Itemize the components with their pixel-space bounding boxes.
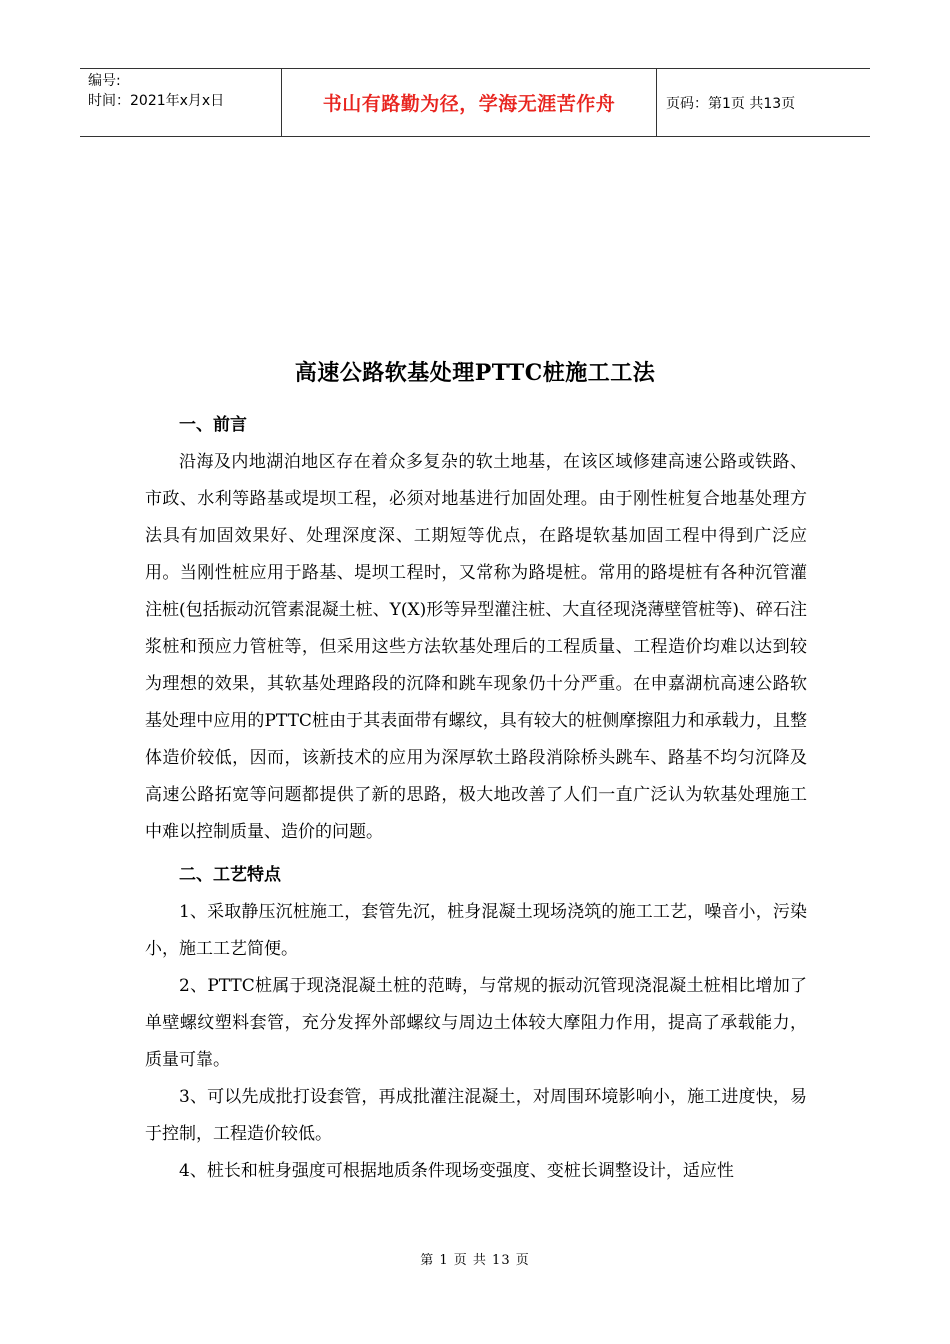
- number-label: 编号:: [88, 73, 121, 89]
- feature-item-3: 3、可以先成批打设套管，再成批灌注混凝土，对周围环境影响小，施工进度快，易于控制，工程造价较低。: [145, 1087, 807, 1144]
- preface-paragraph: 沿海及内地湖泊地区存在着众多复杂的软土地基，在该区域修建高速公路或铁路、市政、水利等路基或堤坝工程，必须对地基进行加固处理。由于刚性桩复合地基处理方法具有加固效果好、处理深度深、工期短等优点，在路堤软基加固工程中得到广泛应用。当刚性桩应用于路基、堤坝工程时，又常称为路堤桩。常用的路堤桩有各种沉管灌注桩(包括振动沉管素混凝土桩、Y(X)形等异型灌注桩、大直径现浇薄壁管桩等)、碎石注浆桩和预应力管桩等，但采用这些方法软基处理后的工程质量、工程造价均难以达到较为理想的效果，其软基处理路段的沉降和跳车现象仍十分严重。在申嘉湖杭高速公路软基处理中应用的PTTC桩由于其表面带有螺纹，具有较大的桩侧摩擦阻力和承载力，且整体造价较低，因而，该新技术的应用为深厚软土路段消除桥头跳车、路基不均匀沉降及高速公路拓宽等问题都提供了新的思路，极大地改善了人们一直广泛认为软基处理施工中难以控制质量、造价的问题。: [145, 452, 807, 842]
- document-body: [145, 407, 807, 1190]
- header-motto: 书山有路勤为径，学海无涯苦作舟: [282, 69, 657, 136]
- section-heading-preface: 一、前言: [179, 415, 247, 435]
- section-heading-features: 二、工艺特点: [179, 865, 281, 885]
- feature-item-4: 4、桩长和桩身强度可根据地质条件现场变强度、变桩长调整设计，适应性: [179, 1161, 734, 1181]
- feature-item-1: 1、采取静压沉桩施工，套管先沉，桩身混凝土现场浇筑的施工工艺，噪音小，污染小，施工工艺简便。: [145, 902, 807, 959]
- header-meta: [80, 69, 282, 136]
- header-page-info: 页码：第1页 共13页: [666, 95, 796, 112]
- document-header: [80, 68, 870, 137]
- document-title: 高速公路软基处理PTTC桩施工工法: [294, 360, 656, 386]
- feature-item-2: 2、PTTC桩属于现浇混凝土桩的范畴，与常规的振动沉管现浇混凝土桩相比增加了单壁螺纹塑料套管，充分发挥外部螺纹与周边土体较大摩阻力作用，提高了承载能力，质量可靠。: [145, 976, 807, 1070]
- page-footer: 第 1 页 共 13 页: [420, 1253, 530, 1268]
- time-label: 时间：2021年x月x日: [88, 93, 225, 109]
